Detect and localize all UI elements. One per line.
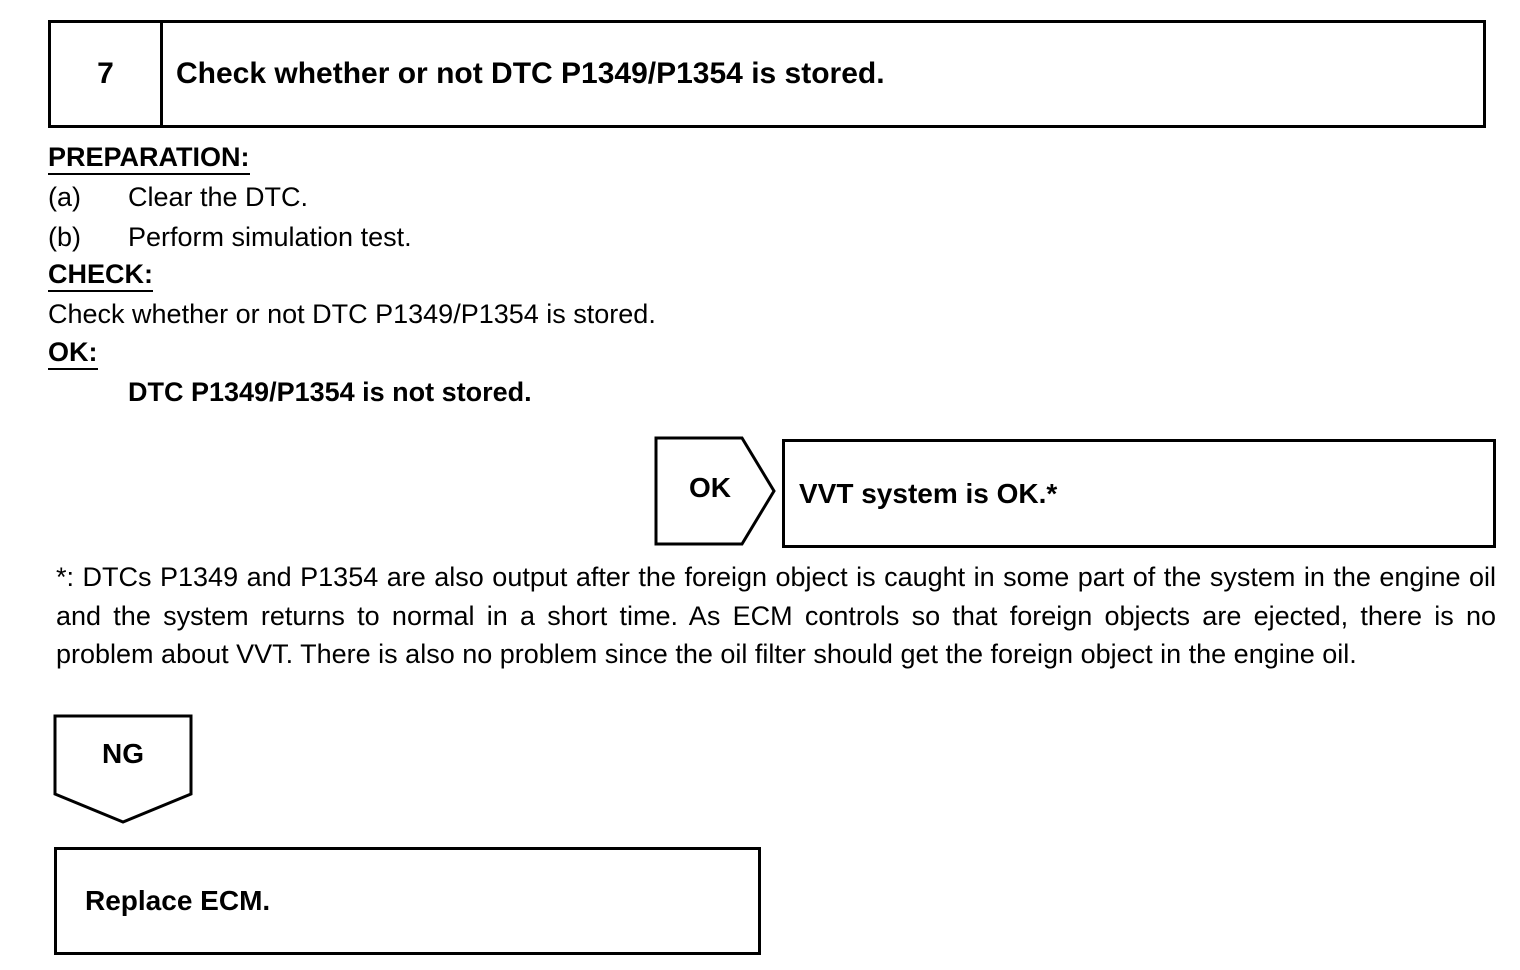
preparation-item-a-text: Clear the DTC. bbox=[128, 182, 309, 212]
step-header bbox=[48, 20, 1486, 128]
ng-action-text: Replace ECM. bbox=[85, 885, 271, 916]
ok-result-box bbox=[782, 439, 1496, 548]
check-text: Check whether or not DTC P1349/P1354 is stored. bbox=[48, 299, 656, 329]
check-label: CHECK: bbox=[48, 259, 153, 292]
step-title: Check whether or not DTC P1349/P1354 is stored. bbox=[176, 57, 885, 90]
ok-criteria: DTC P1349/P1354 is not stored. bbox=[128, 377, 532, 407]
preparation-item-b-marker: (b) bbox=[48, 222, 81, 252]
ok-label: OK: bbox=[48, 337, 98, 370]
ng-arrow-label: NG bbox=[102, 738, 144, 769]
ok-arrow-label: OK bbox=[689, 472, 731, 503]
ng-action-box bbox=[54, 847, 761, 955]
preparation-item-b-text: Perform simulation test. bbox=[128, 222, 412, 252]
preparation-label: PREPARATION: bbox=[48, 142, 250, 175]
step-number: 7 bbox=[51, 23, 163, 125]
footnote: *: DTCs P1349 and P1354 are also output after the foreign object is caught in some part of the system in the engine oil and the system returns to normal in a short time. As ECM controls so that foreign objects are ejected, there is no problem about VVT. There is also no problem since the oil filter should get the foreign object in the engine oil. bbox=[56, 562, 1496, 669]
ok-result-text: VVT system is OK.* bbox=[799, 477, 1058, 509]
preparation-item-a-marker: (a) bbox=[48, 182, 81, 212]
